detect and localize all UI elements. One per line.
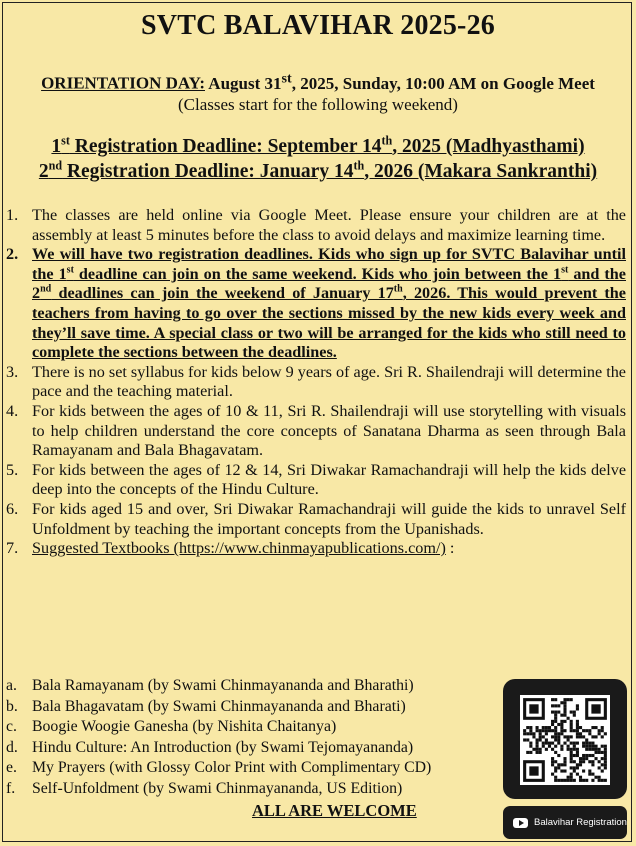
youtube-play-icon xyxy=(513,818,528,828)
info-list xyxy=(6,206,626,559)
list-item: 4. For kids between the ages of 10 & 11, Sri R. Shailendraji will use storytelling with visuals to help children understand the core concepts of Sanatana Dharma as seen through Bala Ramayanam and Bala Bhagavatam. xyxy=(6,401,626,460)
deadline-2: 2nd Registration Deadline: January 14th, 2026 (Makara Sankranthi) xyxy=(38,158,598,182)
orientation-note: (Classes start for the following weekend) xyxy=(178,94,458,114)
list-item: c. Boogie Woogie Ganesha (by Nishita Chaitanya) xyxy=(6,718,337,736)
orientation-line xyxy=(0,68,636,94)
list-item: d. Hindu Culture: An Introduction (by Swami Tejomayananda) xyxy=(6,738,414,756)
deadline-1: 1st Registration Deadline: September 14th, 2025 (Madhyasthami) xyxy=(51,133,585,157)
orientation-date: August 31st, 2025, Sunday, 10:00 AM on Google Meet xyxy=(208,70,595,93)
list-item: 5. For kids between the ages of 12 & 14, Sri Diwakar Ramachandraji will help the kids delve deep into the concepts of the Hindu Culture. xyxy=(6,460,626,499)
qr-code-card[interactable] xyxy=(503,679,627,799)
list-item: f. Self-Unfoldment (by Swami Chinmayananda, US Edition) xyxy=(6,779,403,797)
list-item: 6. For kids aged 15 and over, Sri Diwakar Ramachandraji will guide the kids to unravel Self Unfoldment by teaching the important concepts from the Upanishads. xyxy=(6,499,626,538)
orientation-label: ORIENTATION DAY: xyxy=(41,73,205,93)
list-item: a. Bala Ramayanam (by Swami Chinmayananda and Bharathi) xyxy=(6,677,414,694)
orientation-block xyxy=(0,68,636,115)
youtube-link-label: Balavihar Registration xyxy=(534,817,627,828)
list-item: 3. There is no set syllabus for kids below 9 years of age. Sri R. Shailendraji will determine the pace and the teaching material. xyxy=(6,362,626,401)
list-item: 1. The classes are held online via Google Meet. Please ensure your children are at the assembly at least 5 minutes before the class to avoid delays and maximize learning time. xyxy=(6,206,626,244)
page-title: SVTC BALAVIHAR 2025-26 xyxy=(141,10,495,41)
textbooks-link[interactable]: Suggested Textbooks (https://www.chinmayapublications.com/) xyxy=(32,539,446,558)
welcome-text: ALL ARE WELCOME xyxy=(252,801,417,820)
youtube-link-button[interactable] xyxy=(503,806,627,839)
list-item: e. My Prayers (with Glossy Color Print with Complimentary CD) xyxy=(6,759,432,777)
textbook-list xyxy=(6,676,496,800)
deadlines-block xyxy=(0,134,636,184)
list-item-textbooks: 7. Suggested Textbooks (https://www.chinmayapublications.com/) : xyxy=(6,539,455,558)
qr-code-icon xyxy=(520,695,610,785)
list-item-registration: 2. We will have two registration deadlines. Kids who sign up for SVTC Balavihar until the 1st deadline can join on the same weekend. Kids who join between the 1st and the 2nd deadlines can join the weekend of January 17th, 2026. This would prevent the teachers from having to go over the sections missed by the new kids every week and they’ll save time. A special class or two will be arranged for the kids who still need to complete the sections between the deadlines. xyxy=(6,245,626,362)
list-item: b. Bala Bhagavatam (by Swami Chinmayananda and Bharati) xyxy=(6,697,406,715)
